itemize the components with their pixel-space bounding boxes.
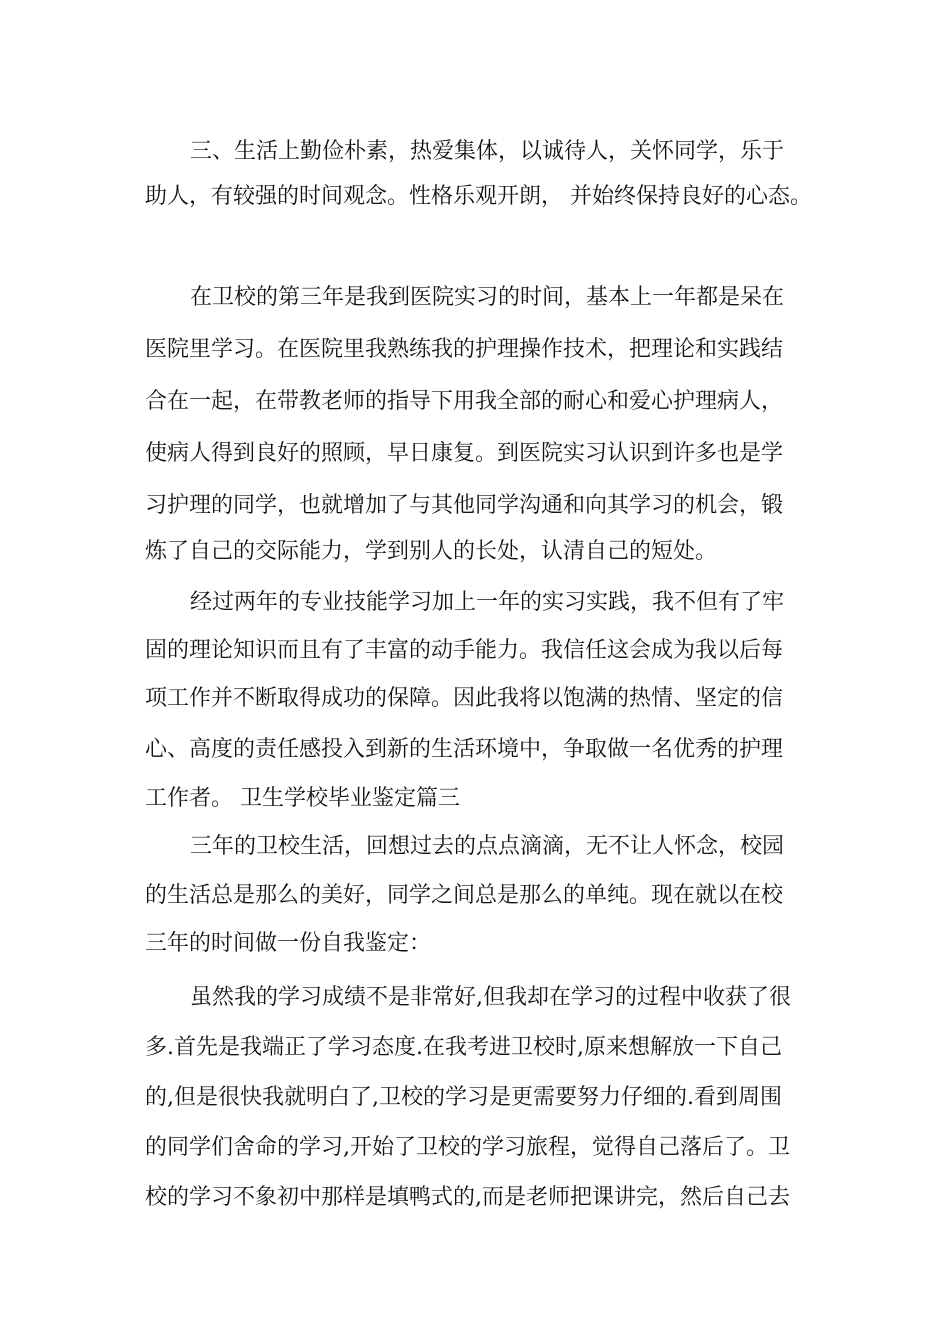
text-line: 固的理论知识而且有了丰富的动手能力。我信任这会成为我以后每: [145, 638, 784, 663]
text-line: 虽然我的学习成绩不是非常好,但我却在学习的过程中收获了很: [190, 985, 791, 1010]
text-line: 项工作并不断取得成功的保障。因此我将以饱满的热情、坚定的信: [145, 686, 784, 711]
text-line: 三年的卫校生活，回想过去的点点滴滴，无不让人怀念，校园: [190, 834, 785, 859]
text-line: 的,但是很快我就明白了,卫校的学习是更需要努力仔细的.看到周围: [145, 1085, 782, 1110]
text-line: 在卫校的第三年是我到医院实习的时间，基本上一年都是呆在: [190, 285, 785, 310]
text-line: 使病人得到良好的照顾，早日康复。到医院实习认识到许多也是学: [145, 441, 784, 466]
text-line: 合在一起，在带教老师的指导下用我全部的耐心和爱心护理病人，: [145, 389, 784, 414]
text-line: 三年的时间做一份自我鉴定：: [145, 931, 432, 956]
text-line: 炼了自己的交际能力，学到别人的长处，认清自己的短处。: [145, 539, 718, 564]
text-line: 多.首先是我端正了学习态度.在我考进卫校时,原来想解放一下自己: [145, 1035, 782, 1060]
text-line: 医院里学习。在医院里我熟练我的护理操作技术，把理论和实践结: [145, 337, 784, 362]
text-line: 的生活总是那么的美好，同学之间总是那么的单纯。现在就以在校: [145, 883, 784, 908]
text-line: 的同学们舍命的学习,开始了卫校的学习旅程，觉得自己落后了。卫: [145, 1135, 790, 1160]
text-line: 心、高度的责任感投入到新的生活环境中，争取做一名优秀的护理: [145, 737, 784, 762]
text-line: 校的学习不象初中那样是填鸭式的,而是老师把课讲完，然后自己去: [145, 1185, 790, 1210]
text-line: 习护理的同学，也就增加了与其他同学沟通和向其学习的机会，锻: [145, 493, 784, 518]
text-line: 三、生活上勤俭朴素，热爱集体，以诚待人，关怀同学，乐于: [190, 139, 785, 164]
text-line: 助人，有较强的时间观念。性格乐观开朗， 并始终保持良好的心态。: [145, 184, 812, 209]
text-line: 经过两年的专业技能学习加上一年的实习实践，我不但有了牢: [190, 590, 785, 615]
text-line: 工作者。 卫生学校毕业鉴定篇三: [145, 786, 460, 811]
